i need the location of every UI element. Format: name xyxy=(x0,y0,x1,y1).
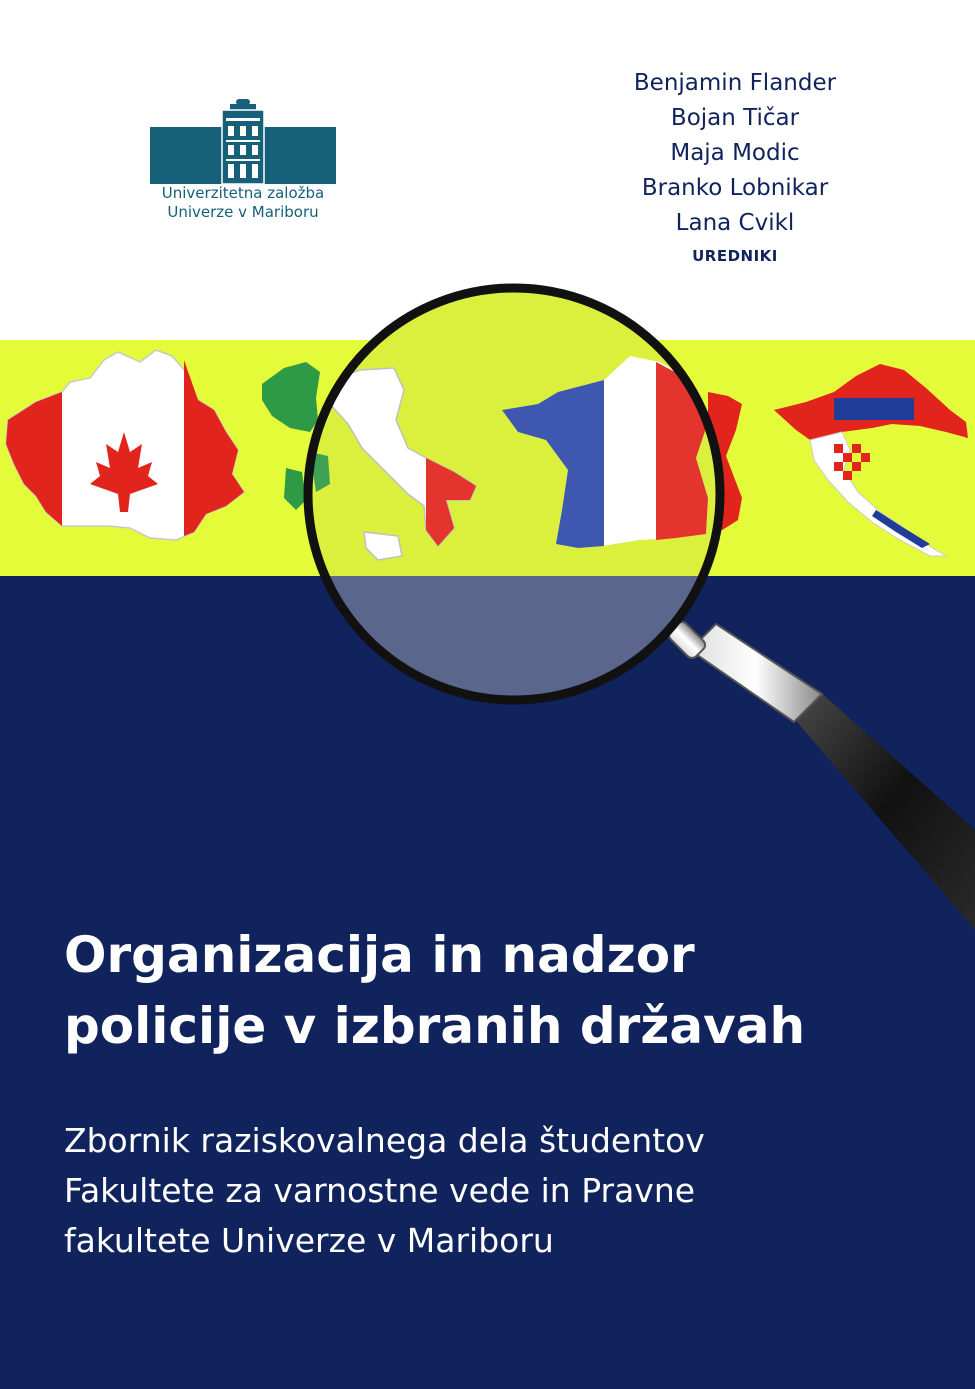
editor-name: Maja Modic xyxy=(670,140,800,166)
title-line: policije v izbranih državah xyxy=(64,997,806,1055)
subtitle-line: Zbornik raziskovalnega dela študentov xyxy=(64,1121,705,1160)
editor-name: Bojan Tičar xyxy=(670,105,800,131)
editor-name: Branko Lobnikar xyxy=(641,175,829,201)
editors-label: UREDNIKI xyxy=(692,247,778,265)
editor-name: Lana Cvikl xyxy=(675,210,795,236)
canada-flag-map-icon xyxy=(6,350,244,540)
book-subtitle xyxy=(64,1116,944,1266)
lens-view xyxy=(300,280,730,716)
editor-name: Benjamin Flander xyxy=(633,70,837,96)
magnifying-glass-icon xyxy=(666,619,975,930)
title-line: Organizacija in nadzor xyxy=(64,926,695,984)
publisher-name-line1: Univerzitetna založba xyxy=(161,184,325,202)
publisher-name-line2: Univerze v Mariboru xyxy=(167,203,319,221)
subtitle-line: Fakultete za varnostne vede in Pravne xyxy=(64,1171,696,1210)
croatia-flag-map-icon xyxy=(774,364,968,556)
book-title xyxy=(64,920,944,1062)
subtitle-line: fakultete Univerze v Mariboru xyxy=(64,1221,554,1260)
